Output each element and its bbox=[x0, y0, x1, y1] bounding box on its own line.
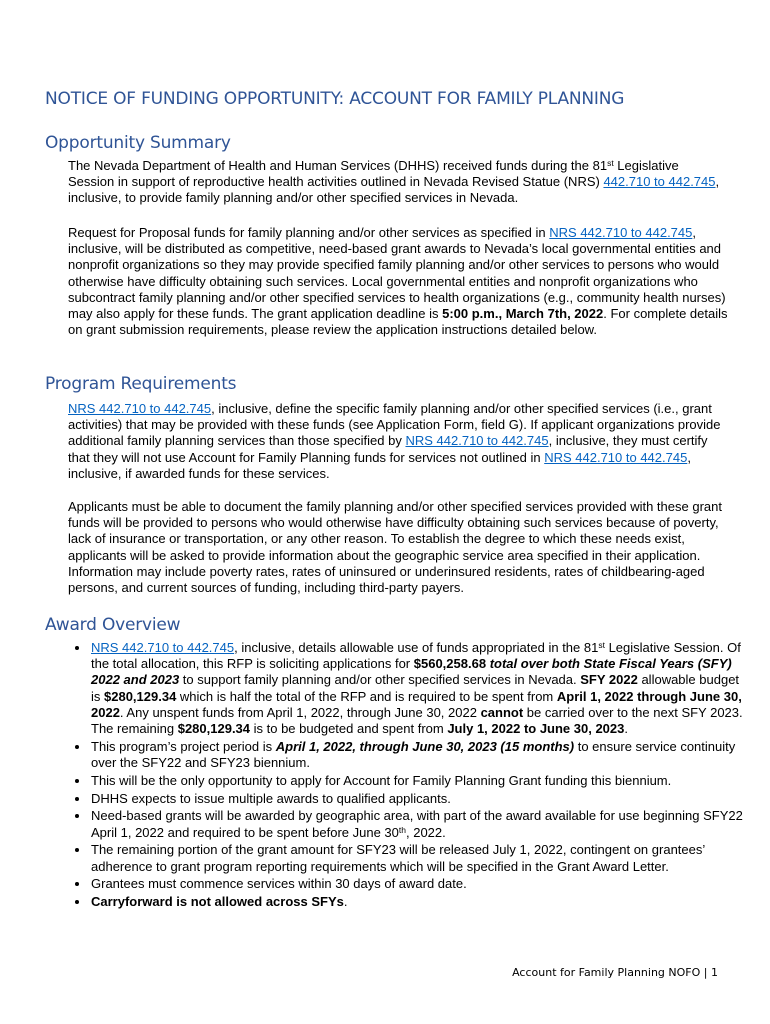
nrs-link[interactable]: NRS 442.710 to 442.745 bbox=[91, 640, 235, 655]
list-item: • Grantees must commence services within 30 days of award date. bbox=[90, 876, 750, 892]
section-heading-program-requirements: Program Requirements bbox=[45, 374, 237, 394]
list-item: • The remaining portion of the grant amount for SFY23 will be released July 1, 2022, contingent on grantees’ adherence to grant program reporting requirements which will be specified in the Grant Award Letter. bbox=[90, 842, 750, 874]
nrs-link[interactable]: NRS 442.710 to 442.745 bbox=[405, 433, 549, 449]
document-title: NOTICE OF FUNDING OPPORTUNITY: ACCOUNT FOR FAMILY PLANNING bbox=[45, 89, 625, 109]
list-item: • NRS 442.710 to 442.745, inclusive, details allowable use of funds appropriated in the 81st Legislative Session. Of the total allocation, this RFP is soliciting applications for $560,258.68 total over both State Fiscal Years (SFY) 2022 and 2023 to support family planning and/or other specified services in Nevada. SFY 2022 allowable budget is $280,129.34 which is half the total of the RFP and is required to be spent from April 1, 2022 through June 30, 2022. Any unspent funds from April 1, 2022, through June 30, 2022 cannot be carried over to the next SFY 2023. The remaining $280,129.34 is to be budgeted and spent from July 1, 2022 to June 30, 2023. bbox=[90, 640, 750, 737]
page-footer: Account for Family Planning NOFO | 1 bbox=[512, 966, 718, 979]
requirements-paragraph-1: NRS 442.710 to 442.745, inclusive, define the specific family planning and/or other specified services (i.e., grant activities) that may be provided with these funds (see Application Form, field G). If applicant organizations provide additional family planning services than those specified by NRS 442.710 to 442.745, inclusive, they must certify that they will not use Account for Family Planning funds for services not outlined in NRS 442.710 to 442.745, inclusive, if awarded funds for these services. bbox=[68, 401, 721, 481]
award-bullet-list bbox=[68, 640, 750, 912]
nrs-link[interactable]: 442.710 to 442.745 bbox=[603, 174, 716, 190]
list-item: • DHHS expects to issue multiple awards to qualified applicants. bbox=[90, 791, 750, 807]
list-item: • Carryforward is not allowed across SFYs. bbox=[90, 894, 750, 910]
section-heading-opportunity-summary: Opportunity Summary bbox=[45, 133, 231, 153]
list-item: • This program’s project period is April 1, 2022, through June 30, 2023 (15 months) to ensure service continuity over the SFY22 and SFY23 biennium. bbox=[90, 739, 750, 771]
nrs-link[interactable]: NRS 442.710 to 442.745 bbox=[544, 449, 688, 465]
page-number: 1 bbox=[711, 966, 718, 979]
nrs-link[interactable]: NRS 442.710 to 442.745 bbox=[549, 225, 693, 240]
list-item: • Need-based grants will be awarded by geographic area, with part of the award available for use beginning SFY22 April 1, 2022 and required to be spent before June 30th, 2022. bbox=[90, 808, 750, 840]
requirements-paragraph-2: Applicants must be able to document the family planning and/or other specified services provided with these grant funds will be provided to persons who would otherwise have difficulty obtaining such services because of poverty, lack of insurance or transportation, or any other reason. To establish the degree to which these needs exist, applicants will be asked to provide information about the geographic service area specified in their application. Information may include poverty rates, rates of uninsured or underinsured residents, rates of childbearing-aged persons, and current sources of funding, including third-party payers. bbox=[68, 499, 722, 596]
list-item: • This will be the only opportunity to apply for Account for Family Planning Grant funding this biennium. bbox=[90, 773, 750, 789]
summary-paragraph-2: Request for Proposal funds for family planning and/or other services as specified in NRS 442.710 to 442.745, inclusive, will be distributed as competitive, need-based grant awards to Nevada’s local governmental entities and nonprofit organizations so they may provide specified family planning and/or other services to persons who would otherwise have difficulty obtaining such services. Local governmental entities and nonprofit organizations who subcontract family planning and/or other specified services to health organizations (e.g., community health nurses) may also apply for these funds. The grant application deadline is 5:00 p.m., March 7th, 2022. For complete details on grant submission requirements, please review the application instructions detailed below. bbox=[68, 225, 728, 338]
application-deadline: 5:00 p.m., March 7th, 2022 bbox=[442, 306, 604, 322]
summary-paragraph-1: The Nevada Department of Health and Human Services (DHHS) received funds during the 81st Legislative Session in support of reproductive health activities outlined in Nevada Revised Statue (NRS) 442.710 to 442.745, inclusive, to provide family planning and/or other specified services in Nevada. bbox=[68, 158, 720, 206]
section-heading-award-overview: Award Overview bbox=[45, 615, 181, 635]
nrs-link[interactable]: NRS 442.710 to 442.745 bbox=[68, 401, 212, 416]
